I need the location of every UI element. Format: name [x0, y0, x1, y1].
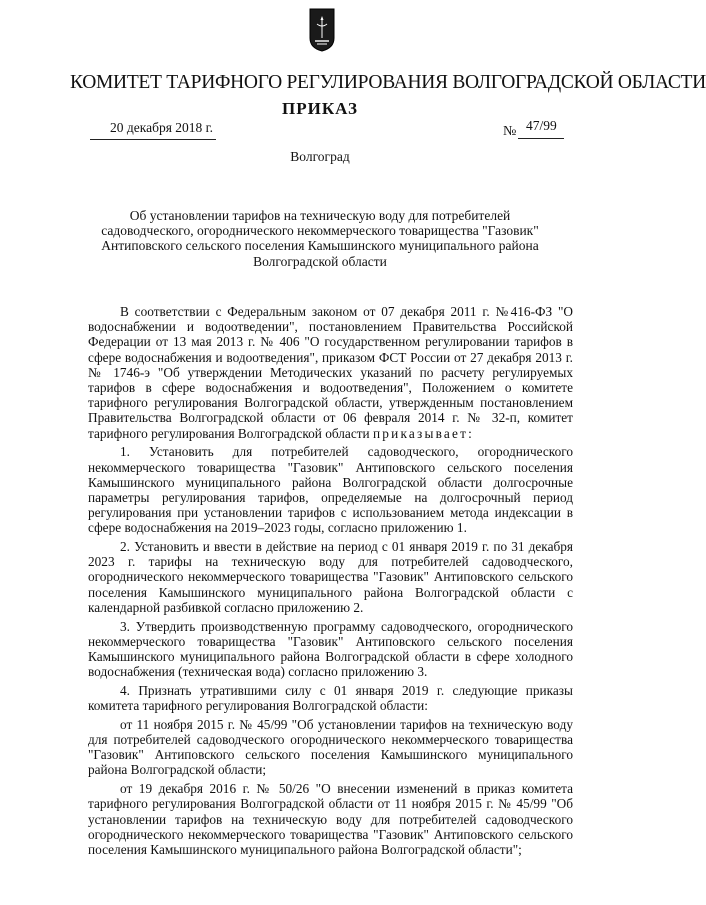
document-number: 47/99	[526, 118, 557, 133]
document-subject	[90, 208, 550, 269]
date-underline	[90, 139, 216, 140]
subject-line: Волгоградской области	[253, 253, 387, 269]
volgograd-coat-of-arms-icon	[309, 8, 335, 52]
number-label: №	[503, 124, 517, 139]
number-underline	[518, 138, 564, 139]
repealed-order-2: от 19 декабря 2016 г. № 50/26 "О внесении изменений в приказ комитета тарифного регулирования Волгоградской области от 11 ноября 2015 г. № 45/99 "Об установлении тарифов на техническую воду для потребителей садоводческого огороднического некоммерческого товарищества "Газовик" Антиповского сельского поселения Камышинского муниципального района Волгоградской области";	[88, 781, 573, 857]
order-item-3: 3. Утвердить производственную программу садоводческого, огороднического некоммерческого товарищества "Газовик" Антиповского сельского поселения Камышинского муниципального района Волгоградской области в сфере холодного водоснабжения (техническая вода) согласно приложению 3.	[88, 618, 573, 680]
order-item-2: 2. Установить и ввести в действие на период с 01 января 2019 г. по 31 декабря 2023 г. тарифы на техническую воду для потребителей садоводческого, огороднического некоммерческого товарищества "Газовик" Антиповского сельского поселения Камышинского муниципального района Волгоградской области с календарной разбивкой согласно приложению 2.	[88, 539, 573, 615]
subject-line: садоводческого, огороднического некоммерческого товарищества "Газовик"	[101, 223, 539, 239]
document-city: Волгоград	[290, 149, 350, 164]
preamble-paragraph	[88, 304, 573, 441]
document-date: 20 декабря 2018 г.	[110, 120, 214, 135]
preamble-text: В соответствии с Федеральным законом от 07 декабря 2011 г. №416-ФЗ "О водоснабжении и водоотведении", постановлением Правительства Российской Федерации от 13 мая 2013 г. № 406 "О государственном регулировании тарифов в сфере водоснабжения и водоотведения", приказом ФСТ России от 27 декабря 2013 г. № 1746-э "Об утверждении Методических указаний по расчету регулируемых тарифов в сфере водоснабжения и водоотведения", Положением о комитете тарифного регулирования Волгоградской области, утвержденным постановлением Правительства Волгоградской области от 06 февраля 2014 г. № 32-п, комитет тарифного регулирования Волгоградской области	[88, 304, 573, 441]
document-body	[88, 304, 573, 861]
subject-line: Об установлении тарифов на техническую воду для потребителей	[129, 208, 511, 223]
preamble-order-word: приказывает:	[372, 425, 475, 441]
order-item-4: 4. Признать утратившими силу с 01 января 2019 г. следующие приказы комитета тарифного регулирования Волгоградской области:	[88, 682, 573, 714]
organization-title: КОМИТЕТ ТАРИФНОГО РЕГУЛИРОВАНИЯ ВОЛГОГРАДСКОЙ ОБЛАСТИ	[70, 72, 706, 93]
subject-line: Антиповского сельского поселения Камышинского муниципального района	[101, 238, 539, 254]
order-item-1: 1. Установить для потребителей садоводческого, огороднического некоммерческого товарищества "Газовик" Антиповского сельского поселения Камышинского муниципального района Волгоградской области долгосрочные параметры регулирования тарифов, определяемые на долгосрочный период регулирования при установлении тарифов с использованием метода индексации в сфере водоснабжения на 2019–2023 годы, согласно приложению 1.	[88, 444, 573, 536]
repealed-order-1: от 11 ноября 2015 г. № 45/99 "Об установлении тарифов на техническую воду для потребителей садоводческого огороднического некоммерческого товарищества "Газовик" Антиповского сельского поселения Камышинского муниципального района Волгоградской области;	[88, 716, 573, 778]
document-type: ПРИКАЗ	[282, 99, 358, 118]
